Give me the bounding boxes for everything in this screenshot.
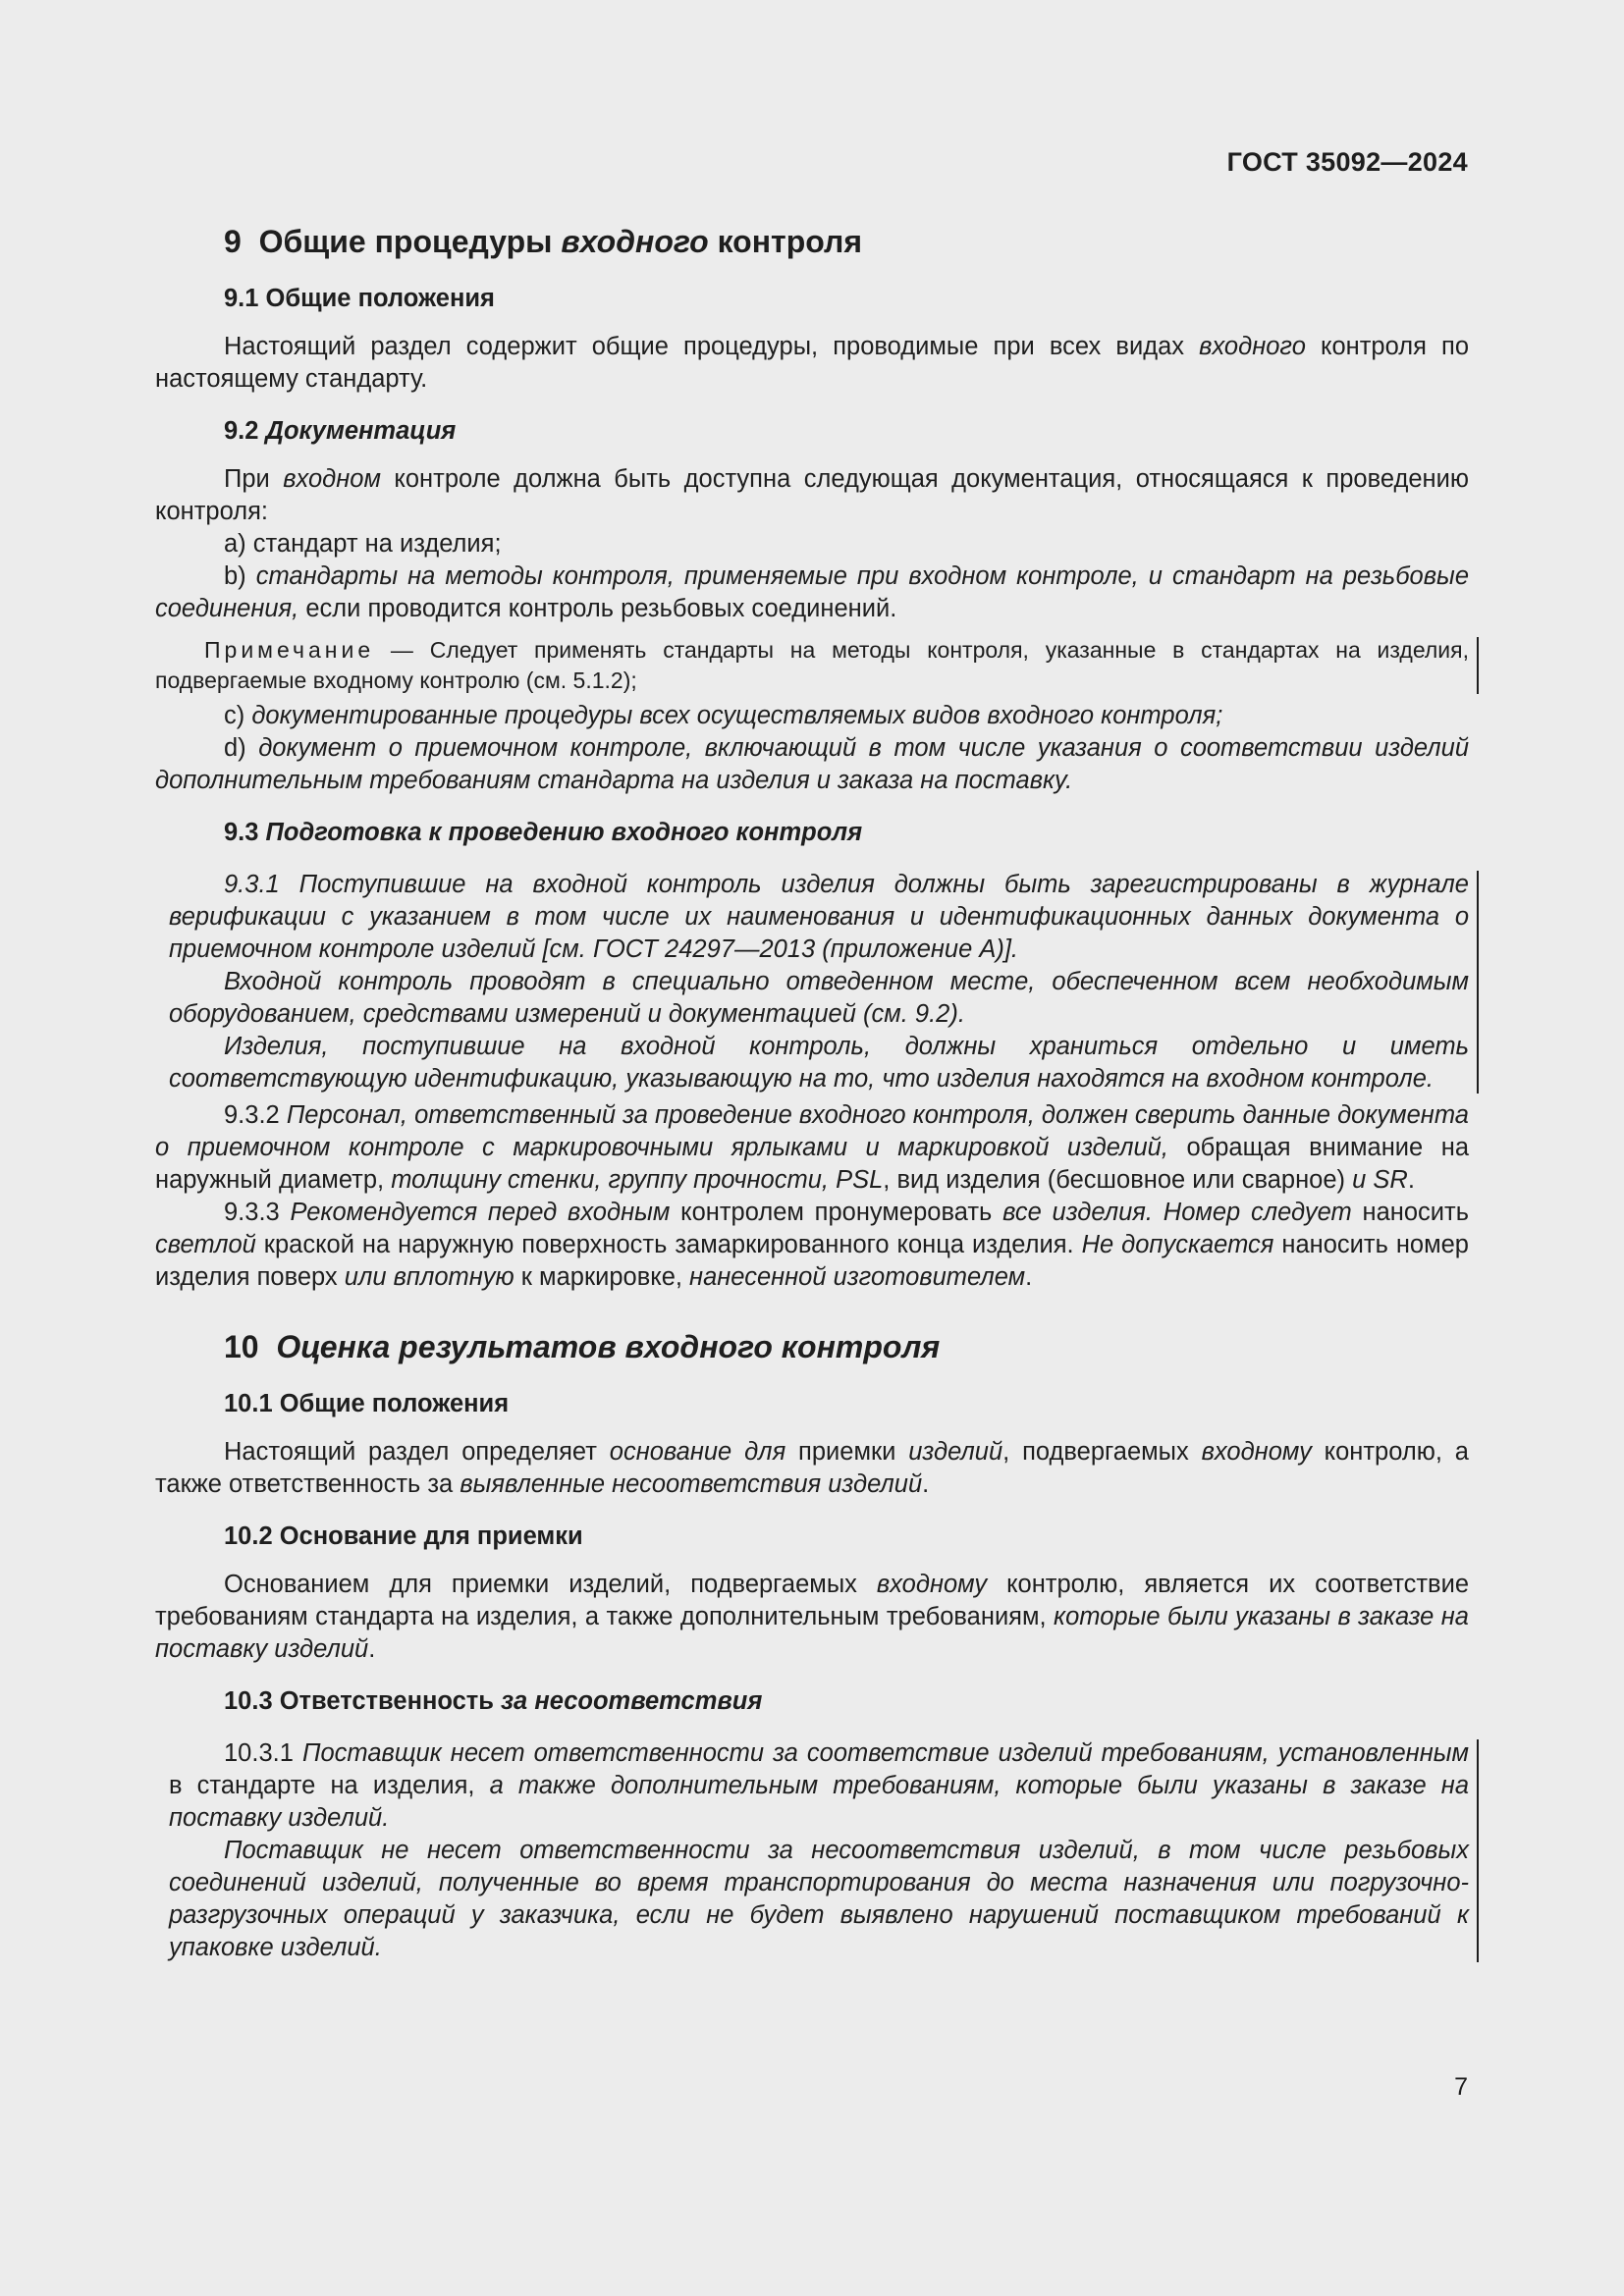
section-9-1-paragraph <box>155 331 1469 396</box>
text-run: наносить <box>1351 1199 1469 1226</box>
text-run: При <box>224 465 284 493</box>
section-9-2-number: 9.2 <box>224 417 266 445</box>
text-run: Основанием для приемки изделий, подвергаемых <box>224 1571 877 1598</box>
text-run: c) <box>224 702 252 729</box>
text-run: Настоящий раздел определяет <box>224 1438 610 1466</box>
text-run: и SR <box>1352 1166 1408 1194</box>
paragraph-10-3-1 <box>169 1737 1469 1835</box>
paragraph-9-3-2 <box>155 1099 1469 1197</box>
section-10-1-heading: 10.1 Общие положения <box>224 1390 510 1417</box>
text-run: Не допускается <box>1081 1231 1274 1258</box>
text-run: к маркировке, <box>514 1263 690 1291</box>
text-run: стандарты на методы контроля, применяемые при входном контроле, и стандарт на резьбовые соединения, <box>155 562 1469 622</box>
text-run: входному <box>1201 1438 1312 1466</box>
section-10-3-heading <box>224 1685 1469 1718</box>
section-10-number: 10 <box>224 1329 259 1364</box>
text-run: Входной контроль проводят в специально отведенном месте, обеспеченном всем необходимым оборудованием, средствами измерений и документацией (см. 9.2). <box>169 968 1469 1028</box>
text-run: обращая внимание на наружный диаметр, <box>155 1134 1470 1194</box>
section-10-2-heading: 10.2 Основание для приемки <box>224 1522 583 1550</box>
text-run: а также дополнительным требованиям, которые были указаны в заказе на поставку изделий. <box>169 1772 1470 1832</box>
text-run: , вид изделия (бесшовное или сварное) <box>883 1166 1353 1194</box>
text-run: контроле должна быть доступна следующая документация, относящаяся к проведению контроля: <box>155 465 1469 525</box>
text-run: документ о приемочном контроле, включающий в том числе указания о соответствии изделий дополнительным требованиям стандарта на изделия и заказа на поставку. <box>155 734 1469 794</box>
text-run: в стандарте на изделия, <box>169 1772 490 1799</box>
changed-block-10-3-1 <box>155 1737 1469 1964</box>
section-10-1-paragraph <box>155 1436 1469 1501</box>
text-run: которые были указаны в заказе на поставку изделий <box>155 1603 1469 1663</box>
text-run: Настоящий раздел содержит общие процедуры, проводимые при всех видах <box>224 333 1200 360</box>
note-paragraph <box>155 635 1469 696</box>
section-9-title-b: входного <box>561 224 709 259</box>
text-run: . <box>1025 1263 1033 1291</box>
text-run: 9.3.1 Поступившие на входной контроль изделия должны быть зарегистрированы в журнале верификации с указанием в том числе их наименования и идентификационных данных документа о приемочном контроле изделий [см. ГОСТ 24297—2013 (приложение А)]. <box>169 871 1469 963</box>
text-run: 10.3.1 <box>224 1739 302 1767</box>
text-run: изделий <box>908 1438 1003 1466</box>
text-run: нанесенной изготовителем <box>689 1263 1026 1291</box>
text-run: 9.3.3 <box>224 1199 291 1226</box>
section-9-1-heading: 9.1 Общие положения <box>224 285 495 312</box>
text-run: краской на наружную поверхность замаркированного конца изделия. <box>255 1231 1082 1258</box>
note-block <box>155 635 1469 696</box>
text-run: контролю, а также ответственность за <box>155 1438 1469 1498</box>
note-text: — Следует применять стандарты на методы контроля, указанные в стандартах на изделия, подвергаемые входному контролю (см. 5.1.2); <box>155 637 1469 693</box>
section-10-heading <box>224 1327 1469 1366</box>
text-run: d) <box>224 734 259 762</box>
page-content <box>155 222 1469 1968</box>
text-run: основание для <box>609 1438 786 1466</box>
text-run: b) <box>224 562 256 590</box>
text-run: приемки <box>785 1438 909 1466</box>
list-item-b <box>155 561 1469 625</box>
page-number: 7 <box>1454 2073 1468 2101</box>
text-run: выявленные несоответствия изделий <box>460 1470 923 1498</box>
section-9-3-number: 9.3 <box>224 819 266 846</box>
text-run: Изделия, поступившие на входной контроль, должны храниться отдельно и иметь соответствующую идентификацию, указывающую на то, что изделия находятся на входном контроле. <box>169 1033 1469 1093</box>
text-run: 9.3.2 <box>224 1101 287 1129</box>
changed-block-9-3-1 <box>155 869 1469 1095</box>
section-9-heading <box>224 222 1469 261</box>
section-10-3-title-b: за несоответствия <box>501 1687 763 1715</box>
note-label: Примечание <box>204 637 375 663</box>
list-item-d <box>155 732 1469 797</box>
section-9-3-title: Подготовка к проведению входного контроля <box>265 819 863 846</box>
list-item-c <box>155 700 1469 732</box>
list-item-a: а) стандарт на изделия; <box>224 530 502 558</box>
section-9-3-heading <box>224 817 1469 849</box>
text-run: . <box>368 1635 376 1663</box>
text-run: если проводится контроль резьбовых соединений. <box>298 595 897 622</box>
text-run: Поставщик несет ответственности за соответствие изделий требованиям, установленным <box>301 1739 1469 1767</box>
text-run: все изделия. Номер следует <box>1002 1199 1352 1226</box>
text-run: Рекомендуется перед входным <box>290 1199 671 1226</box>
text-run: входного <box>1199 333 1306 360</box>
text-run: Поставщик не несет ответственности за несоответствия изделий, в том числе резьбовых соединений изделий, полученные во время транспортирования до места назначения или погрузочно-разгрузочных операций у заказчика, если не будет выявлено нарушений поставщиком требований к упаковке изделий. <box>169 1837 1469 1961</box>
paragraph-9-3-1-c <box>169 1031 1469 1095</box>
section-9-2-title: Документация <box>265 417 457 445</box>
text-run: . <box>922 1470 930 1498</box>
document-code: ГОСТ 35092—2024 <box>1226 147 1468 177</box>
text-run: наносить номер изделия поверх <box>155 1231 1469 1291</box>
text-run: толщину стенки, группу прочности, PSL <box>391 1166 884 1194</box>
section-10-title: Оценка результатов входного контроля <box>276 1329 941 1364</box>
paragraph-10-3-1-b <box>169 1835 1469 1964</box>
section-9-2-paragraph <box>155 463 1469 528</box>
text-run: контроля по настоящему стандарту. <box>155 333 1469 393</box>
text-run: или вплотную <box>344 1263 514 1291</box>
text-run: входному <box>876 1571 988 1598</box>
section-9-title-c: контроля <box>708 224 863 259</box>
paragraph-9-3-1 <box>169 869 1469 966</box>
section-9-number: 9 <box>224 224 242 259</box>
section-9-2-heading <box>224 415 1469 448</box>
section-10-3-title-a: 10.3 Ответственность <box>224 1687 502 1715</box>
text-run: документированные процедуры всех осуществляемых видов входного контроля; <box>251 702 1223 729</box>
paragraph-9-3-1-b <box>169 966 1469 1031</box>
text-run: входном <box>283 465 381 493</box>
text-run: Персонал, ответственный за проведение входного контроля, должен сверить данные документа о приемочном контроле с маркировочными ярлыками и маркировкой изделий, <box>155 1101 1469 1161</box>
text-run: . <box>1407 1166 1415 1194</box>
section-10-2-paragraph <box>155 1569 1469 1666</box>
paragraph-9-3-3 <box>155 1197 1469 1294</box>
section-9-title-a: Общие процедуры <box>258 224 562 259</box>
text-run: контролем пронумеровать <box>670 1199 1003 1226</box>
text-run: контролю, является их соответствие требованиям стандарта на изделия, а также дополнительным требованиям, <box>155 1571 1469 1630</box>
text-run: , подвергаемых <box>1002 1438 1202 1466</box>
text-run: светлой <box>155 1231 256 1258</box>
